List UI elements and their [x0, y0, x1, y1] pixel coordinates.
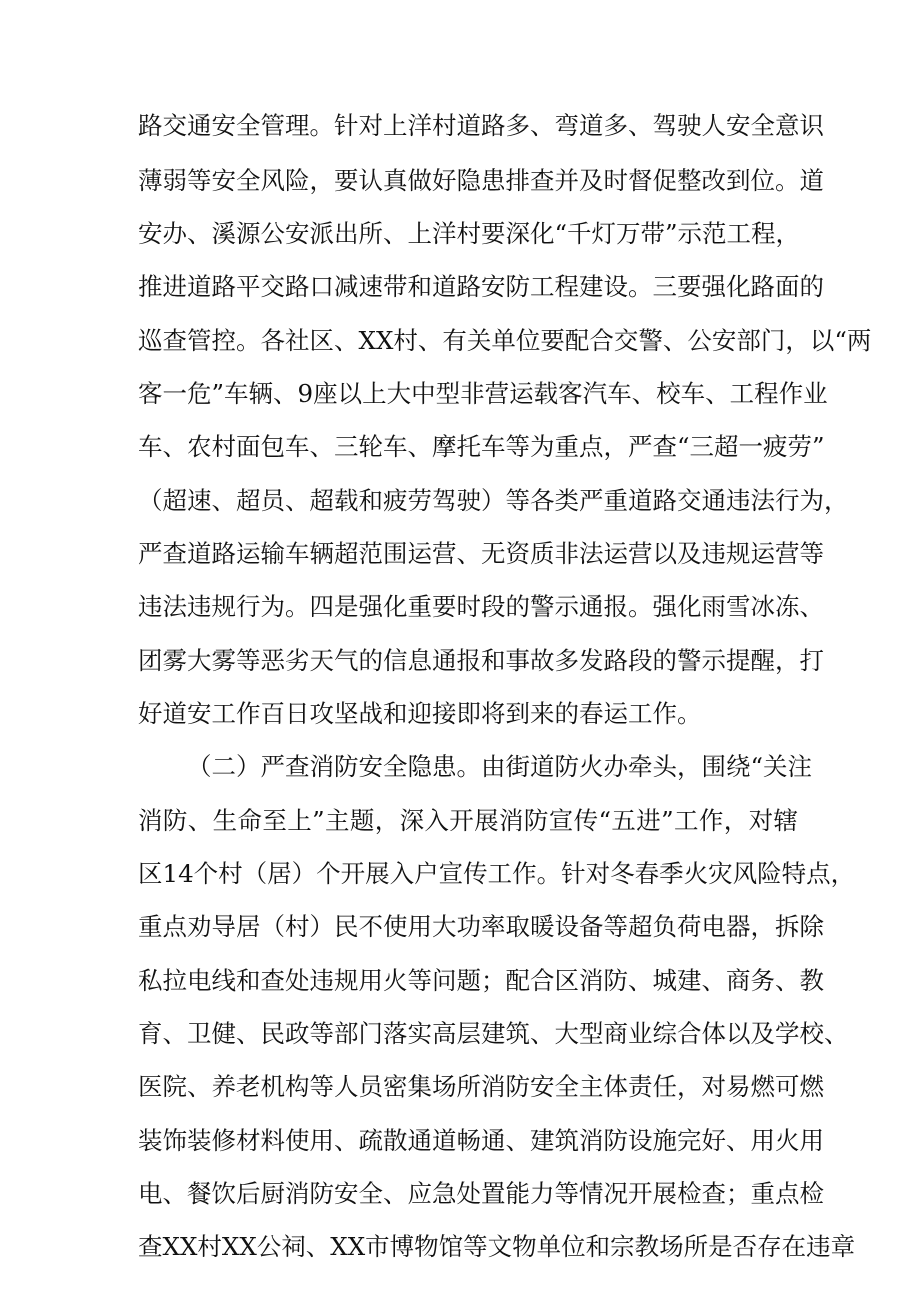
- text-line: 私拉电线和查处违规用火等问题；配合区消防、城建、商务、教: [138, 966, 824, 995]
- text-line: 巡查管控。各社区、XX村、有关单位要配合交警、公安部门，以“两: [138, 326, 872, 355]
- text-line: 好道安工作百日攻坚战和迎接即将到来的春运工作。: [138, 699, 702, 728]
- text-line: 育、卫健、民政等部门落实高层建筑、大型商业综合体以及学校、: [138, 1019, 849, 1048]
- text-line: （二）严查消防安全隐患。由街道防火办牵头，围绕“关注: [187, 752, 813, 781]
- text-line: 客一危”车辆、9座以上大中型非营运载客汽车、校车、工程作业: [138, 379, 828, 408]
- text-line: 路交通安全管理。针对上洋村道路多、弯道多、驾驶人安全意识: [138, 111, 824, 140]
- text-line: 电、餐饮后厨消防安全、应急处置能力等情况开展检查；重点检: [138, 1179, 824, 1208]
- text-line: 消防、生命至上”主题，深入开展消防宣传“五进”工作，对辖: [138, 806, 798, 835]
- text-line: 严查道路运输车辆超范围运营、无资质非法运营以及违规运营等: [138, 539, 824, 568]
- text-line: 医院、养老机构等人员密集场所消防安全主体责任，对易燃可燃: [138, 1072, 824, 1101]
- text-line: 团雾大雾等恶劣天气的信息通报和事故多发路段的警示提醒，打: [138, 646, 824, 675]
- text-line: （超速、超员、超载和疲劳驾驶）等各类严重道路交通违法行为，: [138, 486, 849, 515]
- text-line: 装饰装修材料使用、疏散通道畅通、建筑消防设施完好、用火用: [138, 1126, 824, 1155]
- text-line: 薄弱等安全风险，要认真做好隐患排查并及时督促整改到位。道: [138, 166, 824, 195]
- text-line: 推进道路平交路口减速带和道路安防工程建设。三要强化路面的: [138, 272, 824, 301]
- text-line: 重点劝导居（村）民不使用大功率取暖设备等超负荷电器，拆除: [138, 912, 824, 941]
- text-line: 违法违规行为。四是强化重要时段的警示通报。强化雨雪冰冻、: [138, 592, 824, 621]
- text-line: 查XX村XX公祠、XX市博物馆等文物单位和宗教场所是否存在违章: [138, 1232, 856, 1261]
- text-line: 安办、溪源公安派出所、上洋村要深化“千灯万带”示范工程，: [138, 219, 801, 248]
- text-line: 车、农村面包车、三轮车、摩托车等为重点，严查“三超一疲劳”: [138, 432, 825, 461]
- text-line: 区14个村（居）个开展入户宣传工作。针对冬春季火灾风险特点，: [138, 859, 856, 888]
